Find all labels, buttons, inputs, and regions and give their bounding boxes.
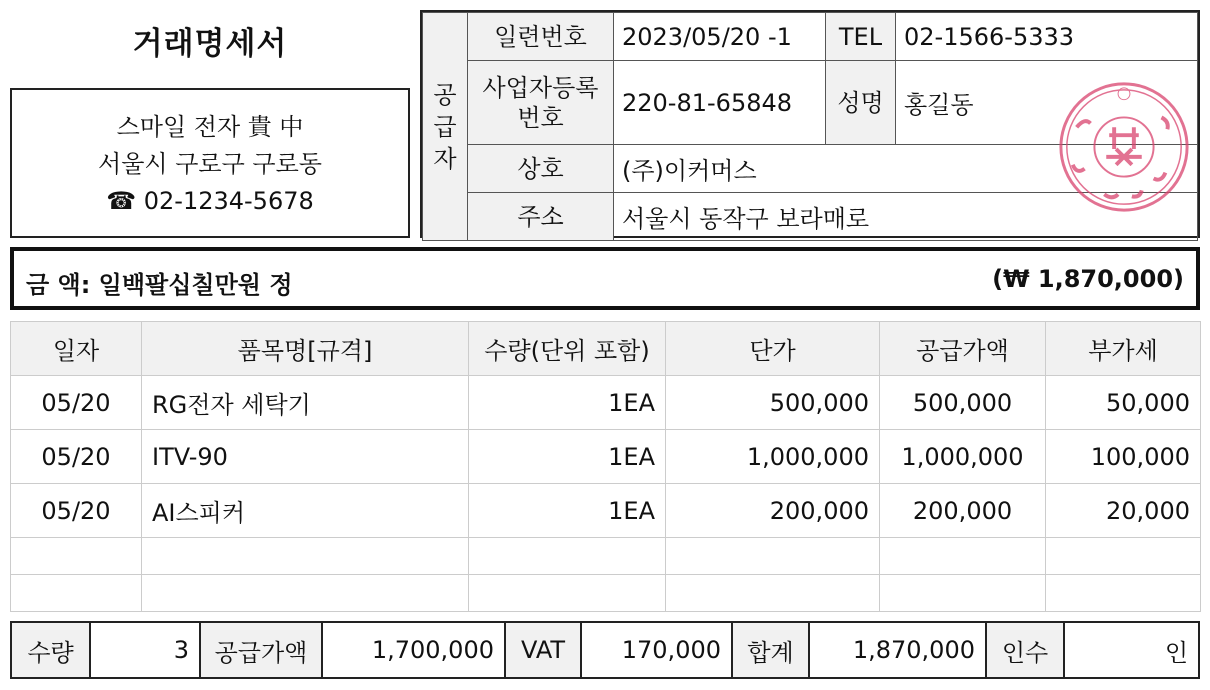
buyer-address: 서울시 구로구 구로동: [98, 150, 322, 178]
tel-value: 02-1566-5333: [896, 13, 1198, 61]
address-value: 서울시 동작구 보라매로: [614, 193, 1198, 241]
cell-item: ITV-90: [142, 430, 469, 484]
buyer-box: [10, 88, 410, 238]
cell-qty: 1EA: [469, 484, 666, 538]
amount-numeric: (₩ 1,870,000): [992, 265, 1184, 293]
cell-date: 05/20: [11, 430, 142, 484]
bizno-value: 220-81-65848: [614, 61, 826, 145]
total-vat-value: 170,000: [581, 622, 732, 678]
total-qty-value: 3: [90, 622, 200, 678]
cell-vat: 50,000: [1046, 376, 1201, 430]
col-header-vat: 부가세: [1046, 322, 1201, 376]
items-table-wrapper: [10, 321, 1200, 612]
company-label: 상호: [468, 145, 614, 193]
supplier-side-label: 공 급 자: [423, 13, 468, 241]
amount-text: 금 액: 일백팔십칠만원 정: [26, 271, 293, 299]
col-header-date: 일자: [11, 322, 142, 376]
supplier-table: [422, 12, 1198, 241]
cell-supply: 1,000,000: [880, 430, 1046, 484]
col-header-item: 품목명[규격]: [142, 322, 469, 376]
cell-vat: 100,000: [1046, 430, 1201, 484]
table-row: [11, 376, 1201, 430]
total-supply-label: 공급가액: [200, 622, 322, 678]
receiver-label: 인수: [986, 622, 1064, 678]
items-table: [10, 321, 1201, 612]
col-header-qty: 수량(단위 포함): [469, 322, 666, 376]
col-header-supply: 공급가액: [880, 322, 1046, 376]
cell-supply: 500,000: [880, 376, 1046, 430]
bizno-label: 사업자등록 번호: [468, 61, 614, 145]
cell-price: 500,000: [666, 376, 880, 430]
address-label: 주소: [468, 193, 614, 241]
tel-label: TEL: [826, 13, 896, 61]
total-supply-value: 1,700,000: [322, 622, 505, 678]
empty-row: [11, 538, 1201, 575]
document-title: 거래명세서: [132, 26, 288, 62]
cell-supply: 200,000: [880, 484, 1046, 538]
total-qty-label: 수량: [11, 622, 90, 678]
cell-qty: 1EA: [469, 376, 666, 430]
total-sum-label: 합계: [732, 622, 809, 678]
cell-item: RG전자 세탁기: [142, 376, 469, 430]
buyer-name: 스마일 전자 貴 中: [116, 113, 304, 141]
cell-date: 05/20: [11, 376, 142, 430]
receiver-value: 인: [1064, 622, 1199, 678]
totals-table: [10, 621, 1200, 679]
rep-label: 성명: [826, 61, 896, 145]
buyer-phone: ☎ 02-1234-5678: [106, 187, 314, 215]
cell-date: 05/20: [11, 484, 142, 538]
rep-value: 홍길동: [896, 61, 1198, 145]
company-value: (주)이커머스: [614, 145, 1198, 193]
cell-price: 1,000,000: [666, 430, 880, 484]
cell-item: AI스피커: [142, 484, 469, 538]
table-row: [11, 484, 1201, 538]
items-header-row: [11, 322, 1201, 376]
serial-value: 2023/05/20 -1: [614, 13, 826, 61]
supplier-box: [420, 10, 1200, 238]
total-vat-label: VAT: [505, 622, 581, 678]
cell-price: 200,000: [666, 484, 880, 538]
empty-row: [11, 575, 1201, 612]
col-header-price: 단가: [666, 322, 880, 376]
cell-qty: 1EA: [469, 430, 666, 484]
serial-label: 일련번호: [468, 13, 614, 61]
totals-bar: [10, 621, 1200, 679]
table-row: [11, 430, 1201, 484]
cell-vat: 20,000: [1046, 484, 1201, 538]
total-sum-value: 1,870,000: [809, 622, 986, 678]
amount-bar: [10, 247, 1200, 310]
